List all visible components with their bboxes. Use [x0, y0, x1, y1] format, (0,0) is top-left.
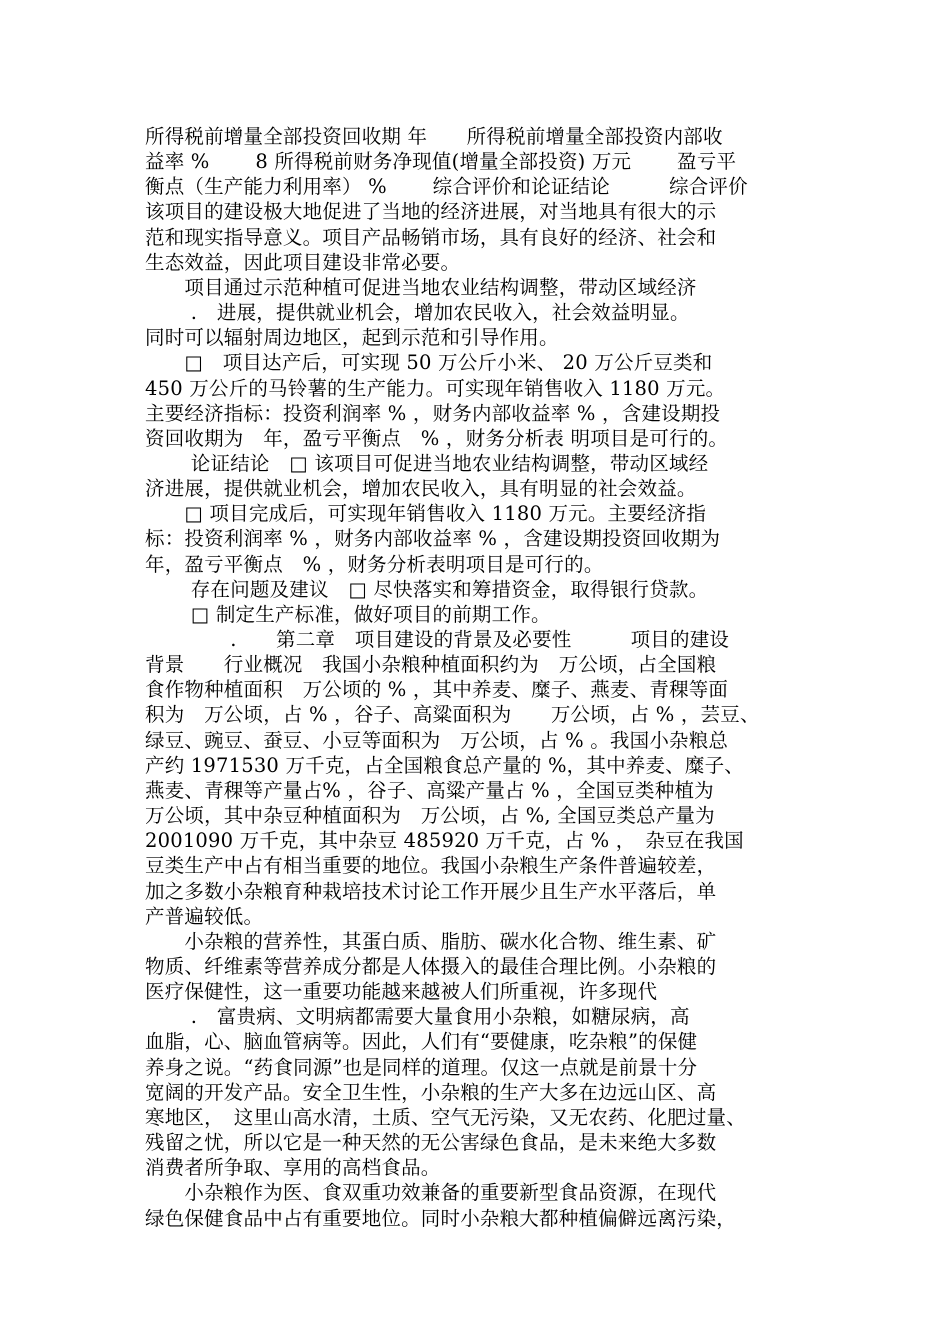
text-line: 万公顷，其中杂豆种植面积为 万公顷，占 %, 全国豆类总产量为	[145, 804, 715, 827]
text-line: 450 万公斤的马铃薯的生产能力。可实现年销售收入 1180 万元。	[145, 376, 726, 400]
text-line: 衡点（生产能力利用率） % 综合评价和论证结论 综合评价	[145, 175, 748, 199]
text-line: 所得税前增量全部投资回收期 年 所得税前增量全部投资内部收	[145, 125, 723, 148]
text-line: 产约 1971530 万千克，占全国粮食总产量的 %，其中养麦、糜子、	[145, 753, 744, 777]
text-line: 同时可以辐射周边地区，起到示范和引导作用。	[145, 326, 559, 350]
text-line: 残留之忧，所以它是一种天然的无公害绿色食品，是未来绝大多数	[145, 1131, 717, 1154]
text-line: . 进展，提供就业机会，增加农民收入，社会效益明显。	[145, 301, 690, 324]
text-line: 论证结论 □ 该项目可促进当地农业结构调整，带动区域经	[145, 451, 709, 475]
text-line: 存在问题及建议 □ 尽快落实和筹措资金，取得银行贷款。	[145, 577, 709, 601]
text-line: 加之多数小杂粮育种栽培技术讨论工作开展少且生产水平落后，单	[145, 879, 717, 903]
text-line: . 第二章 项目建设的背景及必要性 项目的建设	[145, 628, 730, 651]
text-line: 血脂，心、脑血管病等。因此，人们有“要健康，吃杂粮”的保健	[145, 1030, 698, 1054]
text-line: 济进展，提供就业机会，增加农民收入，具有明显的社会效益。	[145, 477, 697, 501]
text-line: 益率 % 8 所得税前财务净现值(增量全部投资) 万元 盈亏平	[145, 150, 737, 174]
text-line: 小杂粮的营养性，其蛋白质、脂肪、碳水化合物、维生素、矿	[145, 929, 717, 953]
text-line: □ 项目达产后，可实现 50 万公斤小米、 20 万公斤豆类和	[145, 351, 713, 375]
text-line: □ 项目完成后，可实现年销售收入 1180 万元。主要经济指	[145, 502, 707, 526]
text-line: 养身之说。“药食同源”也是同样的道理。仅这一点就是前景十分	[145, 1055, 698, 1079]
text-line: 食作物种植面积 万公顷的 % ，其中养麦、糜子、燕麦、青稞等面	[145, 678, 729, 702]
text-line: 背景 行业概况 我国小杂粮种植面积约为 万公顷，占全国粮	[145, 653, 717, 677]
text-line: 绿豆、豌豆、蚕豆、小豆等面积为 万公顷，占 % 。我国小杂粮总	[145, 728, 729, 752]
text-line: 物质、纤维素等营养成分都是人体摄入的最佳合理比例。小杂粮的	[145, 954, 717, 978]
text-line: 宽阔的开发产品。安全卫生性，小杂粮的生产大多在边远山区、高	[145, 1080, 717, 1104]
text-line: . 富贵病、文明病都需要大量食用小杂粮，如糖尿病，高	[145, 1005, 690, 1029]
text-line: 燕麦、青稞等产量占% ，谷子、高粱产量占 % ，全国豆类种植为	[145, 778, 714, 802]
text-line: 生态效益，因此项目建设非常必要。	[145, 250, 461, 274]
text-line: 寒地区， 这里山高水清，土质、空气无污染，又无农药、化肥过量、	[145, 1105, 746, 1129]
text-line: 主要经济指标：投资利润率 % ，财务内部收益率 % ，含建设期投	[145, 401, 721, 425]
text-line: 范和现实指导意义。项目产品畅销市场，具有良好的经济、社会和	[145, 225, 717, 249]
text-line: 资回收期为 年，盈亏平衡点 % ，财务分析表 明项目是可行的。	[145, 426, 729, 450]
text-line: 消费者所争取、享用的高档食品。	[145, 1156, 441, 1180]
text-line: 豆类生产中占有相当重要的地位。我国小杂粮生产条件普遍较差，	[145, 854, 717, 878]
text-line: 项目通过示范种植可促进当地农业结构调整，带动区域经济	[145, 275, 697, 299]
text-line: 2001090 万千克，其中杂豆 485920 万千克，占 % ， 杂豆在我国	[145, 829, 744, 853]
text-line: 该项目的建设极大地促进了当地的经济进展，对当地具有很大的示	[145, 200, 717, 224]
text-line: 积为 万公顷，占 % ，谷子、高粱面积为 万公顷，占 % ，芸豆、	[145, 703, 760, 727]
text-line: 标：投资利润率 % ，财务内部收益率 % ，含建设期投资回收期为	[145, 527, 721, 551]
text-line: 年，盈亏平衡点 % ，财务分析表明项目是可行的。	[145, 552, 604, 576]
text-line: 医疗保健性，这一重要功能越来越被人们所重视，许多现代	[145, 980, 658, 1004]
text-line: 小杂粮作为医、食双重功效兼备的重要新型食品资源，在现代	[145, 1181, 717, 1205]
text-line: 产普遍较低。	[145, 904, 264, 928]
text-line: □ 制定生产标准，做好项目的前期工作。	[145, 602, 551, 626]
text-line: 绿色保健食品中占有重要地位。同时小杂粮大都种植偏僻远离污染，	[145, 1206, 737, 1230]
